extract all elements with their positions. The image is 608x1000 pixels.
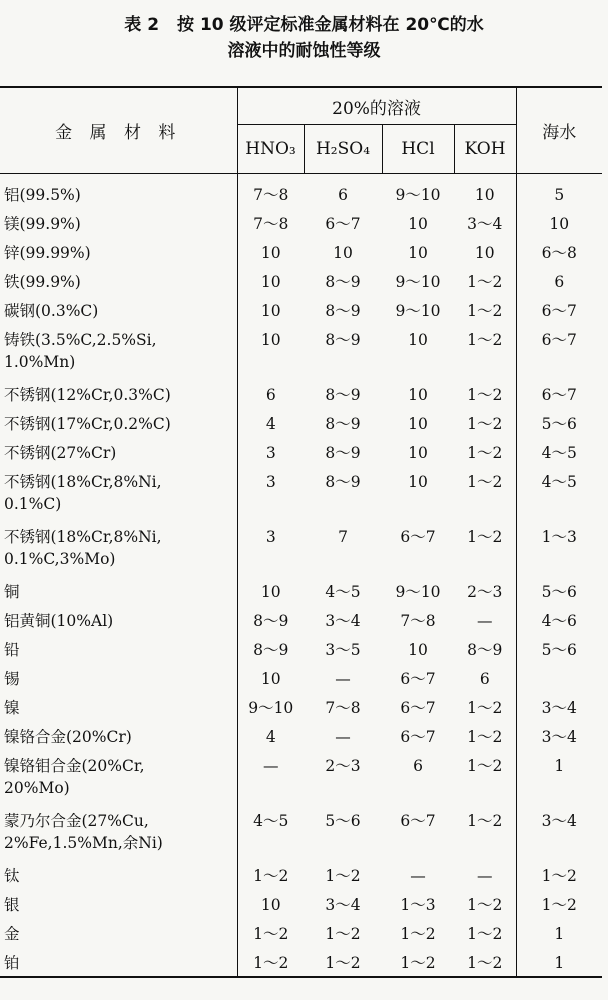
material-name-cell: 铁(99.9%) bbox=[0, 266, 237, 295]
rating-cell: 9～10 bbox=[395, 583, 441, 601]
rating-cell: 1～2 bbox=[454, 947, 516, 977]
header-row-1 bbox=[0, 87, 602, 125]
table-row bbox=[0, 408, 602, 437]
rating-cell: 8～9 bbox=[325, 331, 361, 349]
rating-cell: 10 bbox=[260, 273, 281, 291]
rating-cell: 10 bbox=[333, 244, 353, 262]
rating-cell: 8～9 bbox=[454, 634, 516, 663]
table-row bbox=[0, 208, 602, 237]
rating-cell: 1～2 bbox=[400, 925, 436, 943]
rating-cell: 4～5 bbox=[325, 583, 361, 601]
rating-cell: 7～8 bbox=[253, 186, 289, 204]
rating-cell: 6 bbox=[413, 757, 423, 775]
rating-cell: 4 bbox=[265, 728, 276, 746]
rating-cell: 5～6 bbox=[541, 583, 577, 601]
material-name-cell: 不锈钢(18%Cr,8%Ni, 0.1%C) bbox=[0, 466, 237, 521]
material-name-cell: 金 bbox=[0, 918, 237, 947]
rating-cell: 1～2 bbox=[253, 925, 289, 943]
rating-cell: 3～4 bbox=[541, 812, 577, 830]
rating-cell: 6～7 bbox=[541, 302, 577, 320]
material-header: 金 属 材 料 bbox=[0, 87, 237, 174]
rating-cell: 1～2 bbox=[454, 266, 516, 295]
table-caption bbox=[0, 0, 608, 66]
table-row bbox=[0, 605, 602, 634]
rating-cell: 8～9 bbox=[325, 386, 361, 404]
rating-cell: 1～2 bbox=[454, 295, 516, 324]
rating-cell: 1～2 bbox=[454, 805, 516, 860]
rating-cell: 1～2 bbox=[325, 925, 361, 943]
rating-cell: 1～2 bbox=[454, 379, 516, 408]
material-name-cell: 锌(99.99%) bbox=[0, 237, 237, 266]
rating-cell: 9～10 bbox=[395, 186, 441, 204]
material-name-cell: 铂 bbox=[0, 947, 237, 977]
material-name-cell: 不锈钢(18%Cr,8%Ni, 0.1%C,3%Mo) bbox=[0, 521, 237, 576]
rating-cell: 3～4 bbox=[454, 208, 516, 237]
caption-number: 表 2 bbox=[124, 15, 160, 35]
rating-cell: 10 bbox=[260, 670, 281, 688]
rating-cell: — bbox=[410, 867, 426, 885]
material-name-cell: 不锈钢(12%Cr,0.3%C) bbox=[0, 379, 237, 408]
rating-cell: 1～2 bbox=[454, 692, 516, 721]
rating-cell: 8～9 bbox=[325, 415, 361, 433]
material-name-cell: 镍 bbox=[0, 692, 237, 721]
rating-cell: 10 bbox=[454, 237, 516, 266]
column-header-koh: KOH bbox=[454, 125, 516, 174]
table-row bbox=[0, 295, 602, 324]
rating-cell: 8～9 bbox=[253, 641, 289, 659]
rating-cell: 5～6 bbox=[541, 641, 577, 659]
rating-cell: 10 bbox=[408, 386, 428, 404]
rating-cell: 10 bbox=[408, 415, 428, 433]
rating-cell: 4～5 bbox=[541, 473, 577, 491]
table-row bbox=[0, 750, 602, 805]
rating-cell: 8～9 bbox=[253, 612, 289, 630]
rating-cell: 1～2 bbox=[325, 867, 361, 885]
rating-cell: 1～2 bbox=[382, 947, 454, 977]
rating-cell: 6 bbox=[454, 663, 516, 692]
material-name-cell: 锡 bbox=[0, 663, 237, 692]
rating-cell: 10 bbox=[260, 302, 281, 320]
table-row bbox=[0, 266, 602, 295]
rating-cell: 8～9 bbox=[325, 273, 361, 291]
table-body bbox=[0, 174, 602, 978]
rating-cell: 1～2 bbox=[454, 437, 516, 466]
material-name-cell: 不锈钢(27%Cr) bbox=[0, 437, 237, 466]
rating-cell: 6～8 bbox=[541, 244, 577, 262]
rating-cell: 1～2 bbox=[454, 466, 516, 521]
rating-cell: 3～4 bbox=[325, 896, 361, 914]
rating-cell: 6～7 bbox=[541, 386, 577, 404]
rating-cell: 1～2 bbox=[454, 324, 516, 379]
rating-cell: 7～8 bbox=[400, 612, 436, 630]
rating-cell: 6～7 bbox=[400, 528, 436, 546]
rating-cell: 3～4 bbox=[325, 612, 361, 630]
rating-cell: 7 bbox=[338, 528, 348, 546]
table-row bbox=[0, 947, 602, 977]
material-name-cell: 镁(99.9%) bbox=[0, 208, 237, 237]
rating-cell: 10 bbox=[260, 583, 281, 601]
rating-cell: 1～2 bbox=[541, 867, 577, 885]
rating-cell: 5～6 bbox=[325, 812, 361, 830]
rating-cell: 4～5 bbox=[253, 812, 289, 830]
rating-cell: 5～6 bbox=[541, 415, 577, 433]
rating-cell: 7～8 bbox=[253, 215, 289, 233]
rating-cell: 3～4 bbox=[541, 728, 577, 746]
rating-cell: 2～3 bbox=[325, 757, 361, 775]
rating-cell: 6 bbox=[338, 186, 348, 204]
rating-cell: 1 bbox=[554, 757, 565, 775]
rating-cell: 9～10 bbox=[248, 699, 294, 717]
material-name-cell: 铅 bbox=[0, 634, 237, 663]
rating-cell: 5 bbox=[554, 186, 565, 204]
rating-cell: 10 bbox=[408, 444, 428, 462]
material-name-cell: 蒙乃尔合金(27%Cu, 2%Fe,1.5%Mn,余Ni) bbox=[0, 805, 237, 860]
rating-cell: 10 bbox=[408, 215, 428, 233]
material-name-cell: 不锈钢(17%Cr,0.2%C) bbox=[0, 408, 237, 437]
rating-cell: 4～6 bbox=[541, 612, 577, 630]
rating-cell: 1 bbox=[554, 925, 565, 943]
caption-title-2: 溶液中的耐蚀性等级 bbox=[227, 41, 381, 61]
table-row bbox=[0, 437, 602, 466]
rating-cell: — bbox=[454, 605, 516, 634]
table-row bbox=[0, 237, 602, 266]
rating-cell: 8～9 bbox=[325, 444, 361, 462]
rating-cell: 10 bbox=[260, 244, 281, 262]
rating-cell: 8～9 bbox=[325, 302, 361, 320]
rating-cell: 3 bbox=[265, 444, 276, 462]
rating-cell bbox=[516, 663, 602, 692]
table-row bbox=[0, 174, 602, 209]
rating-cell: 10 bbox=[408, 331, 428, 349]
rating-cell: 8～9 bbox=[325, 473, 361, 491]
material-name-cell: 铝黄铜(10%Al) bbox=[0, 605, 237, 634]
rating-cell: 4～5 bbox=[541, 444, 577, 462]
table-row bbox=[0, 805, 602, 860]
rating-cell: 3 bbox=[265, 528, 276, 546]
column-header-h2so4: H₂SO₄ bbox=[304, 125, 382, 174]
caption-line-1 bbox=[0, 12, 608, 38]
rating-cell: 6～7 bbox=[400, 728, 436, 746]
rating-cell: 3～5 bbox=[325, 641, 361, 659]
solution-group-header: 20%的溶液 bbox=[237, 87, 516, 125]
rating-cell: 1～2 bbox=[454, 889, 516, 918]
rating-cell: 10 bbox=[260, 331, 281, 349]
table-row bbox=[0, 466, 602, 521]
table-row bbox=[0, 860, 602, 889]
table-row bbox=[0, 663, 602, 692]
rating-cell: — bbox=[335, 728, 351, 746]
table-row bbox=[0, 889, 602, 918]
rating-cell: 3～4 bbox=[541, 699, 577, 717]
rating-cell: 10 bbox=[408, 244, 428, 262]
material-name-cell: 镍铬钼合金(20%Cr, 20%Mo) bbox=[0, 750, 237, 805]
material-name-cell: 银 bbox=[0, 889, 237, 918]
rating-cell: — bbox=[454, 860, 516, 889]
rating-cell: 7～8 bbox=[325, 699, 361, 717]
rating-cell: 4 bbox=[265, 415, 276, 433]
rating-cell: 1～2 bbox=[454, 521, 516, 576]
table-row bbox=[0, 521, 602, 576]
rating-cell: 1～2 bbox=[454, 750, 516, 805]
rating-cell: 1～2 bbox=[253, 867, 289, 885]
rating-cell: 6～7 bbox=[400, 670, 436, 688]
rating-cell: 1～3 bbox=[400, 896, 436, 914]
table-row bbox=[0, 576, 602, 605]
rating-cell: 1～2 bbox=[304, 947, 382, 977]
column-header-hcl: HCl bbox=[382, 125, 454, 174]
material-name-cell: 铸铁(3.5%C,2.5%Si, 1.0%Mn) bbox=[0, 324, 237, 379]
rating-cell: 1～2 bbox=[454, 721, 516, 750]
column-header-hno3: HNO₃ bbox=[237, 125, 304, 174]
rating-cell: 1～2 bbox=[454, 918, 516, 947]
table-row bbox=[0, 918, 602, 947]
table-row bbox=[0, 721, 602, 750]
rating-cell: 9～10 bbox=[395, 302, 441, 320]
rating-cell: 6～7 bbox=[325, 215, 361, 233]
rating-cell: 3 bbox=[265, 473, 276, 491]
rating-cell: 6～7 bbox=[400, 812, 436, 830]
table-row bbox=[0, 324, 602, 379]
material-name-cell: 镍铬合金(20%Cr) bbox=[0, 721, 237, 750]
rating-cell: 1～2 bbox=[454, 408, 516, 437]
table-row bbox=[0, 379, 602, 408]
seawater-header: 海水 bbox=[516, 87, 602, 174]
rating-cell: 6～7 bbox=[541, 331, 577, 349]
rating-cell: 1～3 bbox=[541, 528, 577, 546]
rating-cell: 10 bbox=[454, 174, 516, 209]
table-row bbox=[0, 634, 602, 663]
material-name-cell: 铜 bbox=[0, 576, 237, 605]
rating-cell: 1～2 bbox=[541, 896, 577, 914]
rating-cell: — bbox=[335, 670, 351, 688]
caption-title-1: 按 10 级评定标准金属材料在 20℃的水 bbox=[177, 15, 484, 35]
rating-cell: 2～3 bbox=[454, 576, 516, 605]
rating-cell: 10 bbox=[408, 641, 428, 659]
material-name-cell: 碳钢(0.3%C) bbox=[0, 295, 237, 324]
rating-cell: 6 bbox=[265, 386, 276, 404]
rating-cell: 9～10 bbox=[395, 273, 441, 291]
material-name-cell: 铝(99.5%) bbox=[0, 174, 237, 209]
rating-cell: 10 bbox=[260, 896, 281, 914]
rating-cell: 6 bbox=[554, 273, 565, 291]
rating-cell: 1 bbox=[516, 947, 602, 977]
rating-cell: 10 bbox=[549, 215, 570, 233]
table-row bbox=[0, 692, 602, 721]
rating-cell: 6～7 bbox=[400, 699, 436, 717]
rating-cell: — bbox=[263, 757, 279, 775]
rating-cell: 10 bbox=[408, 473, 428, 491]
corrosion-table bbox=[0, 86, 602, 978]
material-name-cell: 钛 bbox=[0, 860, 237, 889]
rating-cell: 1～2 bbox=[237, 947, 304, 977]
